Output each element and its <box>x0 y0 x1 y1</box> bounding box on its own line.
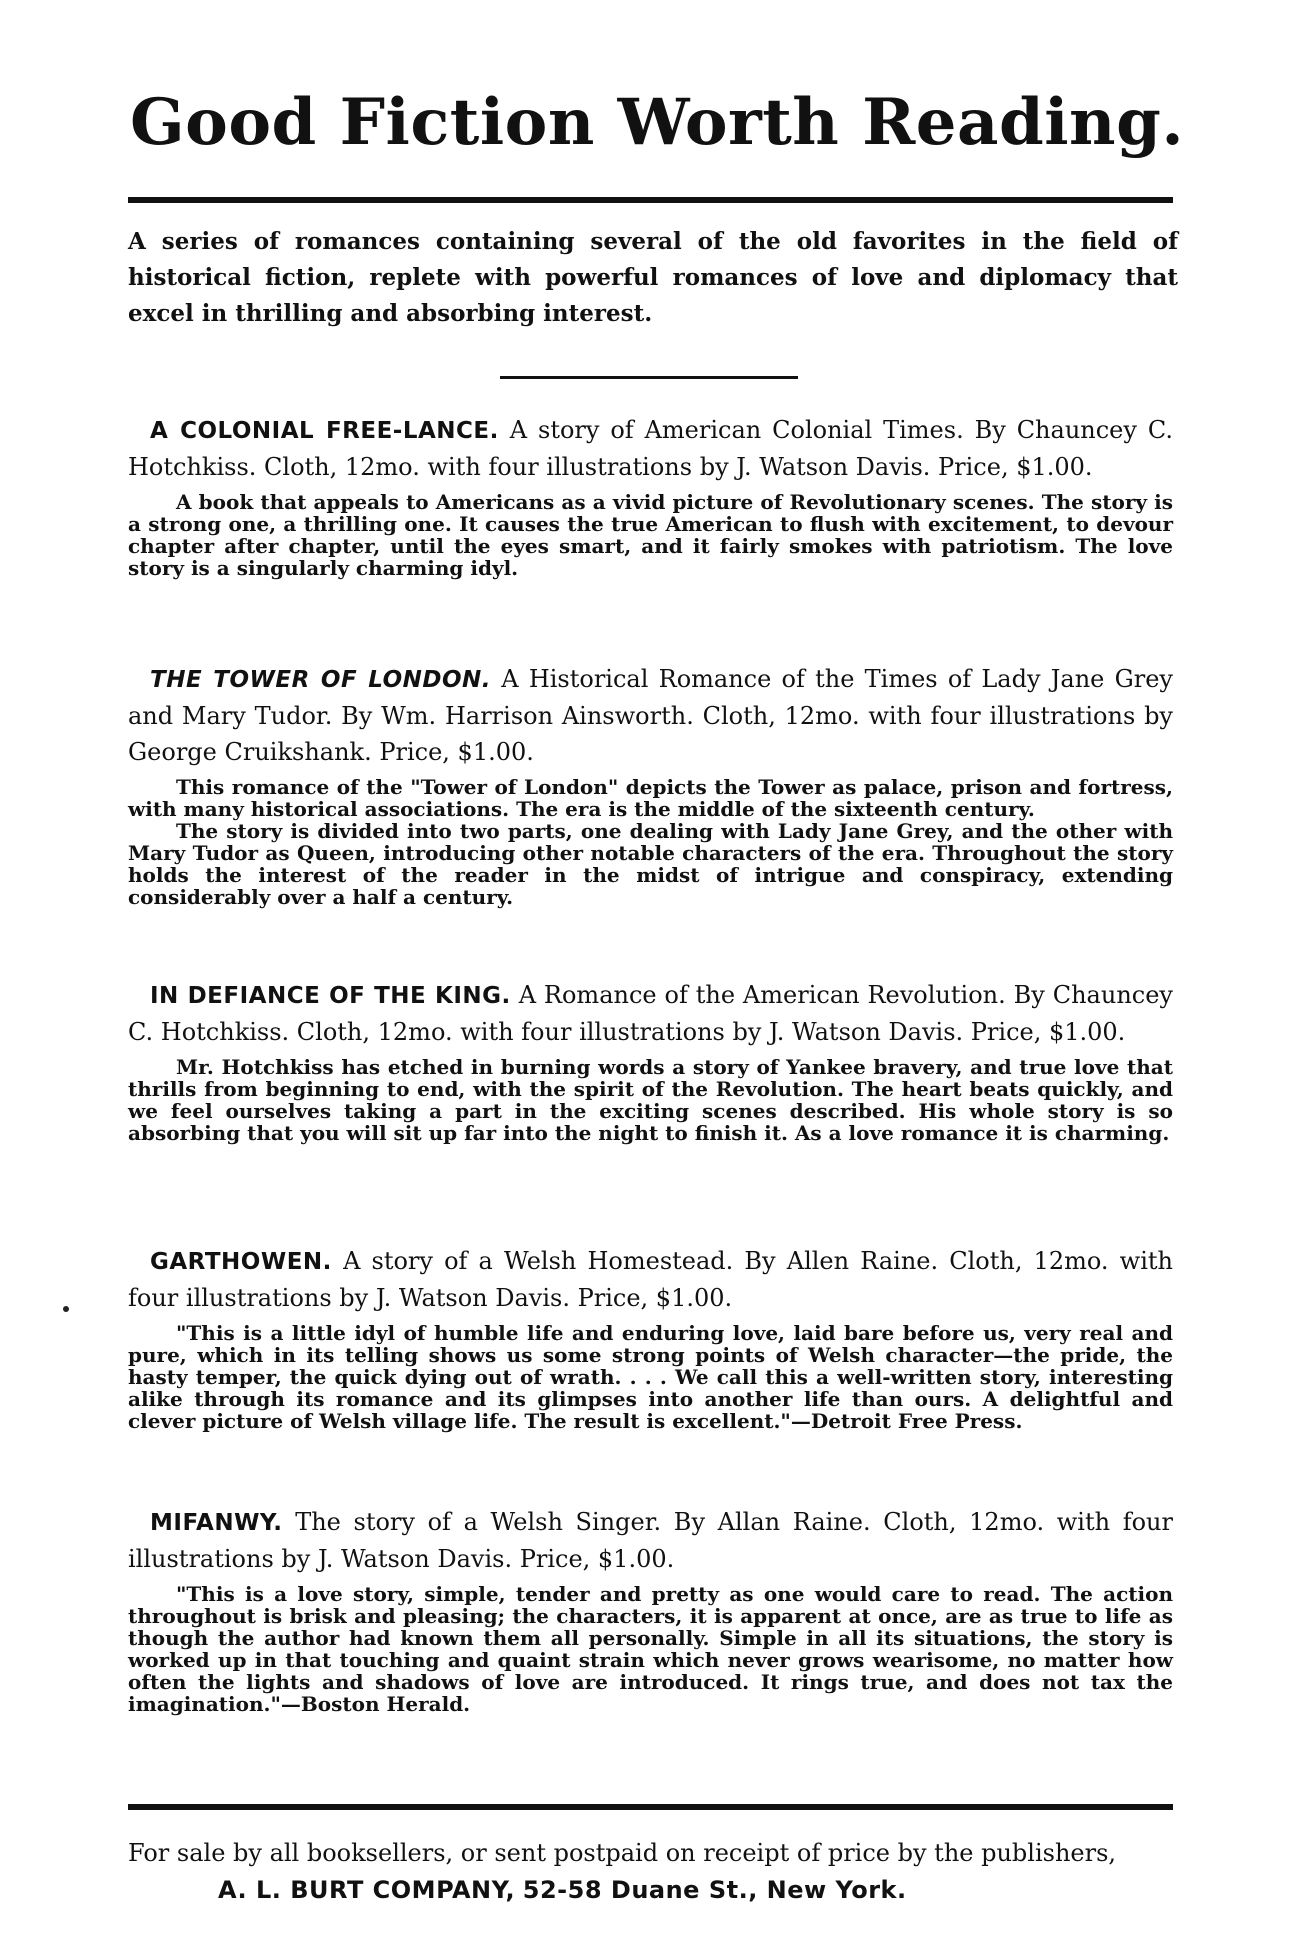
book-description: "This is a love story, simple, tender and pretty as one would care to read. The action throughout is brisk and pleasing; the characters, it is apparent at once, are as true to life as though the author had known them all personally. Simple in all its situations, the story is worked up in that touching and quaint strain which never grows wearisome, no matter how often the lights and shadows of love are introduced. It rings true, and does not tax the imagination."—Boston Herald. <box>128 1582 1173 1716</box>
book-title: GARTHOWEN. <box>150 1249 332 1275</box>
book-details: A Romance of the American Revolution. By Chauncey C. Hotchkiss. Cloth, 12mo. with four illustrations by J. Watson Davis. Price, $1.00. <box>128 981 1173 1046</box>
page-title: Good Fiction Worth Reading. <box>130 85 1185 160</box>
footer-sale-text: For sale by all booksellers, or sent postpaid on receipt of price by the publishers, <box>128 1839 1117 1867</box>
book-description: This romance of the "Tower of London" depicts the Tower as palace, prison and fortress, with many historical associations. The era is the middle of the sixteenth century. <box>128 775 1173 821</box>
book-details: A story of a Welsh Homestead. By Allen Raine. Cloth, 12mo. with four illustrations by J. Watson Davis. Price, $1.00. <box>128 1247 1173 1312</box>
section-divider <box>500 376 798 379</box>
publisher-address: 52-58 Duane St., New York. <box>522 1876 907 1904</box>
book-entry-header <box>128 1243 1173 1316</box>
book-details: The story of a Welsh Singer. By Allan Raine. Cloth, 12mo. with four illustrations by J. Watson Davis. Price, $1.00. <box>128 1508 1173 1573</box>
book-entry-header <box>128 977 1173 1050</box>
book-title: MIFANWY. <box>150 1510 283 1536</box>
book-title: THE TOWER OF LONDON. <box>150 667 492 693</box>
book-entry-garthowen <box>128 1243 1173 1432</box>
book-entry-header <box>128 661 1173 770</box>
book-title: IN DEFIANCE OF THE KING. <box>150 983 511 1009</box>
book-entry-mifanwy <box>128 1504 1173 1715</box>
book-title: A COLONIAL FREE-LANCE. <box>150 418 499 444</box>
footer-notice <box>128 1835 1178 1909</box>
book-details: A story of American Colonial Times. By Chauncey C. Hotchkiss. Cloth, 12mo. with four illustrations by J. Watson Davis. Price, $1.00. <box>128 416 1173 481</box>
book-entry-tower-of-london <box>128 661 1173 908</box>
book-entry-colonial-free-lance <box>128 412 1173 579</box>
title-rule <box>128 197 1173 203</box>
book-description: A book that appeals to Americans as a vivid picture of Revolutionary scenes. The story is a strong one, a thrilling one. It causes the true American to flush with excitement, to devour chapter after chapter, until the eyes smart, and it fairly smokes with patriotism. The love story is a singularly charming idyl. <box>128 490 1173 580</box>
book-entry-in-defiance-of-the-king <box>128 977 1173 1144</box>
book-description-continued: The story is divided into two parts, one dealing with Lady Jane Grey, and the other with Mary Tudor as Queen, introducing other notable characters of the era. Throughout the story holds the interest of the reader in the midst of intrigue and conspiracy, extending considerably over a half a century. <box>128 819 1173 909</box>
footer-rule <box>128 1804 1173 1810</box>
intro-paragraph: A series of romances containing several of the old favorites in the field of historical fiction, replete with powerful romances of love and diplomacy that excel in thrilling and absorbing interest. <box>128 228 1178 327</box>
book-details: A Historical Romance of the Times of Lady Jane Grey and Mary Tudor. By Wm. Harrison Ainsworth. Cloth, 12mo. with four illustrations by George Cruikshank. Price, $1.00. <box>128 665 1173 766</box>
footer-publisher-line <box>128 1872 1178 1909</box>
book-entry-header <box>128 1504 1173 1577</box>
book-description: Mr. Hotchkiss has etched in burning words a story of Yankee bravery, and true love that thrills from beginning to end, with the spirit of the Revolution. The heart beats quickly, and we feel ourselves taking a part in the exciting scenes described. His whole story is so absorbing that you will sit up far into the night to finish it. As a love romance it is charming. <box>128 1055 1173 1145</box>
book-entry-header <box>128 412 1173 485</box>
book-description: "This is a little idyl of humble life and enduring love, laid bare before us, very real and pure, which in its telling shows us some strong points of Welsh character—the pride, the hasty temper, the quick dying out of wrath. . . . We call this a well-written story, interesting alike through its romance and its glimpses into another life than ours. A delightful and clever picture of Welsh village life. The result is excellent."—Detroit Free Press. <box>128 1321 1173 1433</box>
print-speck <box>63 1306 69 1312</box>
publisher-name: A. L. BURT COMPANY, <box>218 1876 516 1904</box>
